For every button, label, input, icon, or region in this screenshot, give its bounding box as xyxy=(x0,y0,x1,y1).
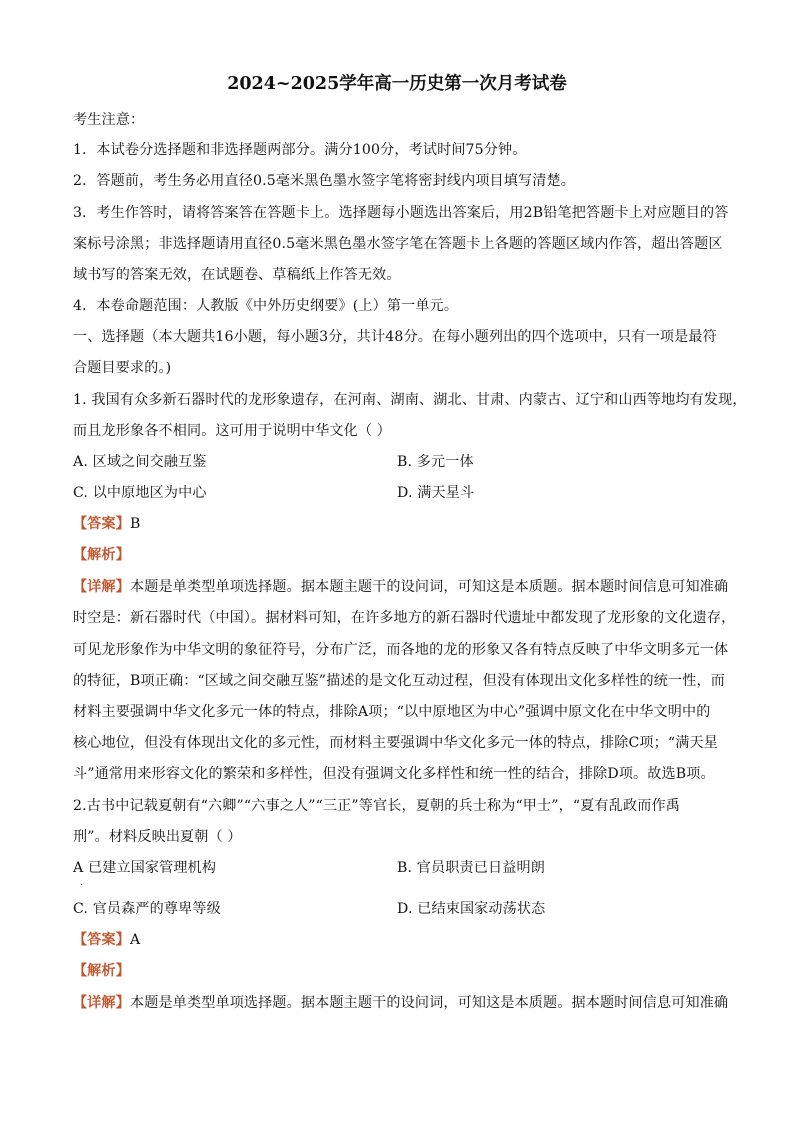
q2-option-d: D. 已结束国家动荡状态 xyxy=(397,901,546,917)
q1-detail-line-1 xyxy=(73,577,728,597)
q2-analysis-label-text: 【解析】 xyxy=(73,963,130,979)
q2-stem-line-2: 刑”。材料反映出夏朝（ ） xyxy=(73,829,242,845)
notice-heading: 考生注意： xyxy=(73,112,145,128)
q1-analysis-label-text: 【解析】 xyxy=(73,547,130,563)
q1-option-c: C. 以中原地区为中心 xyxy=(73,485,207,501)
q1-answer-line xyxy=(73,514,141,534)
q1-option-d: D. 满天星斗 xyxy=(397,485,475,501)
notice-item-4: 4．本卷命题范围：人教版《中外历史纲要》(上）第一单元。 xyxy=(73,298,459,314)
section-heading-line-1: 一、选择题（本大题共16小题，每小题3分，共计48分。在每小题列出的四个选项中，只有一项是最符 xyxy=(73,329,717,345)
q1-detail-line-7: 斗”通常用来形容文化的繁荣和多样性，但没有强调文化多样性和统一性的结合，排除D项。故选B项。 xyxy=(73,766,715,782)
notice-item-2: 2．答题前，考生务必用直径0.5毫米黑色墨水签字笔将密封线内项目填写清楚。 xyxy=(73,173,576,189)
q2-answer-label: 【答案】 xyxy=(73,932,130,948)
q2-option-b: B. 官员职责已日益明朗 xyxy=(397,860,545,876)
q1-answer-value: B xyxy=(129,516,141,532)
q2-detail-label: 【详解】 xyxy=(73,995,130,1011)
q2-stem-line-1: 2.古书中记载夏朝有“六卿”“六事之人”“三正”等官长，夏朝的兵士称为“甲士”，“夏有乱政而作禹 xyxy=(73,798,680,814)
q1-detail-text-1: 本题是单类型单项选择题。据本题主题干的设问词，可知这是本质题。据本题时间信息可知准确 xyxy=(129,579,729,595)
q2-option-c: C. 官员森严的尊卑等级 xyxy=(73,901,221,917)
q1-detail-line-3: 可见龙形象作为中华文明的象征符号，分布广泛，而各地的龙的形象又各有特点反映了中华文明多元一体 xyxy=(73,642,729,658)
q1-detail-line-5: 材料主要强调中华文化多元一体的特点，排除A项；“以中原地区为中心”强调中原文化在中华文明中的 xyxy=(73,704,711,720)
exam-title: 2024~2025学年高一历史第一次月考试卷 xyxy=(227,74,567,94)
q1-detail-line-2: 时空是：新石器时代（中国）。据材料可知，在许多地方的新石器时代遗址中都发现了龙形象的文化遗存， xyxy=(73,610,736,626)
notice-item-3-line-3: 域书写的答案无效，在试题卷、草稿纸上作答无效。 xyxy=(73,267,401,283)
q1-option-a: A. 区域之间交融互鉴 xyxy=(73,454,207,470)
q1-stem-line-1: 1. 我国有众多新石器时代的龙形象遗存，在河南、湖南、湖北、甘肃、内蒙古、辽宁和山西等地均有发现， xyxy=(73,392,747,408)
q2-detail-line-1 xyxy=(73,993,728,1013)
stray-dot-mark: · xyxy=(80,880,84,891)
q1-answer-label: 【答案】 xyxy=(73,516,130,532)
notice-item-3-line-2: 案标号涂黑；非选择题请用直径0.5毫米黑色墨水签字笔在答题卡上各题的答题区域内作答，超出答题区 xyxy=(73,236,723,252)
q2-detail-text-1: 本题是单类型单项选择题。据本题主题干的设问词，可知这是本质题。据本题时间信息可知准确 xyxy=(129,995,729,1011)
q2-answer-value: A xyxy=(129,932,141,948)
notice-item-1: 1．本试卷分选择题和非选择题两部分。满分100分，考试时间75分钟。 xyxy=(73,142,527,158)
q1-stem-line-2: 而且龙形象各不相同。这可用于说明中华文化（ ） xyxy=(73,423,391,439)
q2-answer-line xyxy=(73,930,140,950)
section-heading-line-2: 合题目要求的。) xyxy=(73,360,172,376)
q2-analysis-label xyxy=(73,961,130,981)
q1-detail-line-4: 的特征，B项正确：“区域之间交融互鉴”描述的是文化互动过程，但没有体现出文化多样性的统一性，而 xyxy=(73,673,725,689)
q1-analysis-label xyxy=(73,545,130,565)
q1-detail-line-6: 核心地位，但没有体现出文化的多元性，而材料主要强调中华文化多元一体的特点，排除C项；“满天星 xyxy=(73,735,719,751)
q1-detail-label: 【详解】 xyxy=(73,579,130,595)
q1-option-b: B. 多元一体 xyxy=(397,454,474,470)
q2-option-a: A 已建立国家管理机构 xyxy=(73,860,217,876)
notice-item-3-line-1: 3．考生作答时，请将答案答在答题卡上。选择题每小题选出答案后，用2B铅笔把答题卡上对应题目的答 xyxy=(73,205,729,221)
